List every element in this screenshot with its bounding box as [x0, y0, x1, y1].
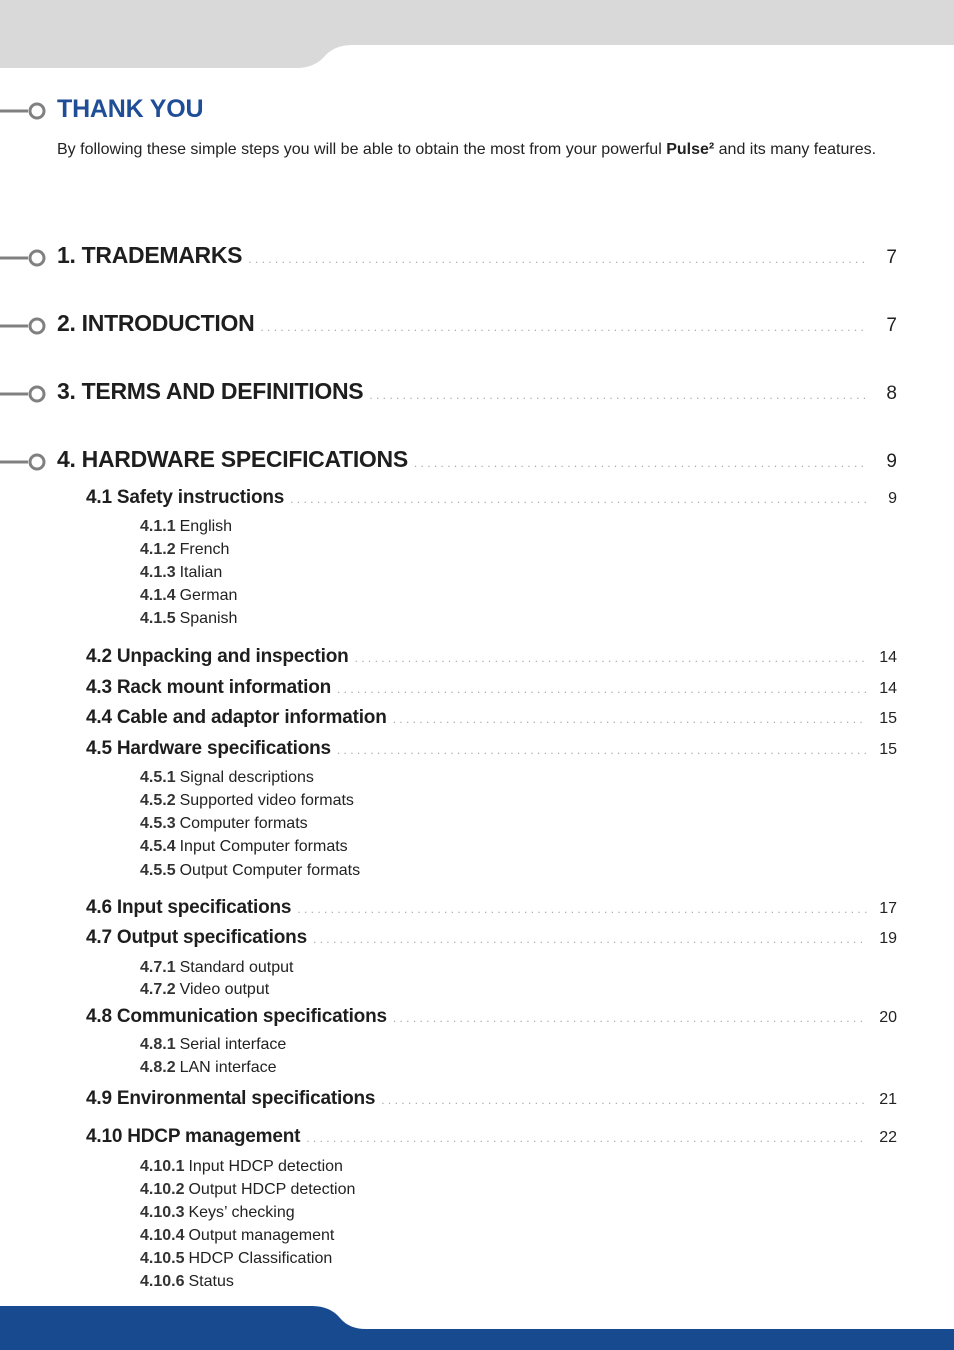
toc-entry-4-2[interactable]: 4.2 Unpacking and inspection . . . 14	[86, 646, 897, 668]
toc-entry-trademarks[interactable]: 1. TRADEMARKS . . . 7	[57, 242, 897, 269]
toc-entry-introduction[interactable]: 2. INTRODUCTION . . . 7	[57, 310, 897, 337]
toc-item[interactable]: 4.10.4 Output management	[140, 1227, 335, 1244]
toc-item[interactable]: 4.5.3 Computer formats	[140, 815, 308, 832]
toc-item[interactable]: 4.5.4 Input Computer formats	[140, 838, 348, 855]
section-bullet-icon	[0, 101, 48, 121]
toc-item[interactable]: 4.1.2 French	[140, 541, 230, 558]
toc-item[interactable]: 4.1.4 German	[140, 587, 238, 604]
toc-item[interactable]: 4.5.5 Output Computer formats	[140, 862, 361, 879]
toc-item[interactable]: 4.5.2 Supported video formats	[140, 792, 354, 809]
product-name: Pulse²	[666, 141, 715, 158]
thank-you-text: By following these simple steps you will be able to obtain the most from your powerful Pulse² and its many features.	[57, 141, 877, 158]
toc-item[interactable]: 4.10.2 Output HDCP detection	[140, 1181, 356, 1198]
toc-entry-4-8[interactable]: 4.8 Communication specifications . . . 20	[86, 1006, 897, 1028]
toc-entry-4-3[interactable]: 4.3 Rack mount information . . . 14	[86, 677, 897, 699]
toc-entry-hardware[interactable]: 4. HARDWARE SPECIFICATIONS . . . 9	[57, 446, 897, 473]
section-bullet-icon	[0, 248, 48, 268]
toc-item[interactable]: 4.7.2 Video output	[140, 981, 270, 998]
toc-item[interactable]: 4.5.1 Signal descriptions	[140, 769, 314, 786]
header-band	[0, 0, 954, 70]
toc-item[interactable]: 4.1.3 Italian	[140, 564, 223, 581]
toc-entry-4-1[interactable]: 4.1 Safety instructions . . . 9	[86, 487, 897, 509]
section-bullet-icon	[0, 316, 48, 336]
footer-band	[0, 1300, 954, 1350]
toc-item[interactable]: 4.10.6 Status	[140, 1273, 234, 1290]
thank-you-title: THANK YOU	[57, 95, 204, 123]
toc-entry-terms[interactable]: 3. TERMS AND DEFINITIONS . . . 8	[57, 378, 897, 405]
toc-entry-4-4[interactable]: 4.4 Cable and adaptor information . . . 15	[86, 707, 897, 729]
toc-entry-4-10[interactable]: 4.10 HDCP management . . . 22	[86, 1126, 897, 1148]
toc-entry-4-7[interactable]: 4.7 Output specifications . . . 19	[86, 927, 897, 949]
toc-item[interactable]: 4.10.3 Keys’ checking	[140, 1204, 295, 1221]
toc-item[interactable]: 4.8.2 LAN interface	[140, 1059, 277, 1076]
toc-item[interactable]: 4.10.1 Input HDCP detection	[140, 1158, 343, 1175]
toc-item[interactable]: 4.1.5 Spanish	[140, 610, 238, 627]
toc-entry-4-6[interactable]: 4.6 Input specifications . . . 17	[86, 897, 897, 919]
toc-item[interactable]: 4.1.1 English	[140, 518, 233, 535]
toc-item[interactable]: 4.7.1 Standard output	[140, 959, 294, 976]
section-bullet-icon	[0, 384, 48, 404]
toc-entry-4-9[interactable]: 4.9 Environmental specifications . . . 21	[86, 1088, 897, 1110]
toc-item[interactable]: 4.10.5 HDCP Classification	[140, 1250, 333, 1267]
toc-item[interactable]: 4.8.1 Serial interface	[140, 1036, 287, 1053]
section-bullet-icon	[0, 452, 48, 472]
toc-entry-4-5[interactable]: 4.5 Hardware specifications . . . 15	[86, 738, 897, 760]
